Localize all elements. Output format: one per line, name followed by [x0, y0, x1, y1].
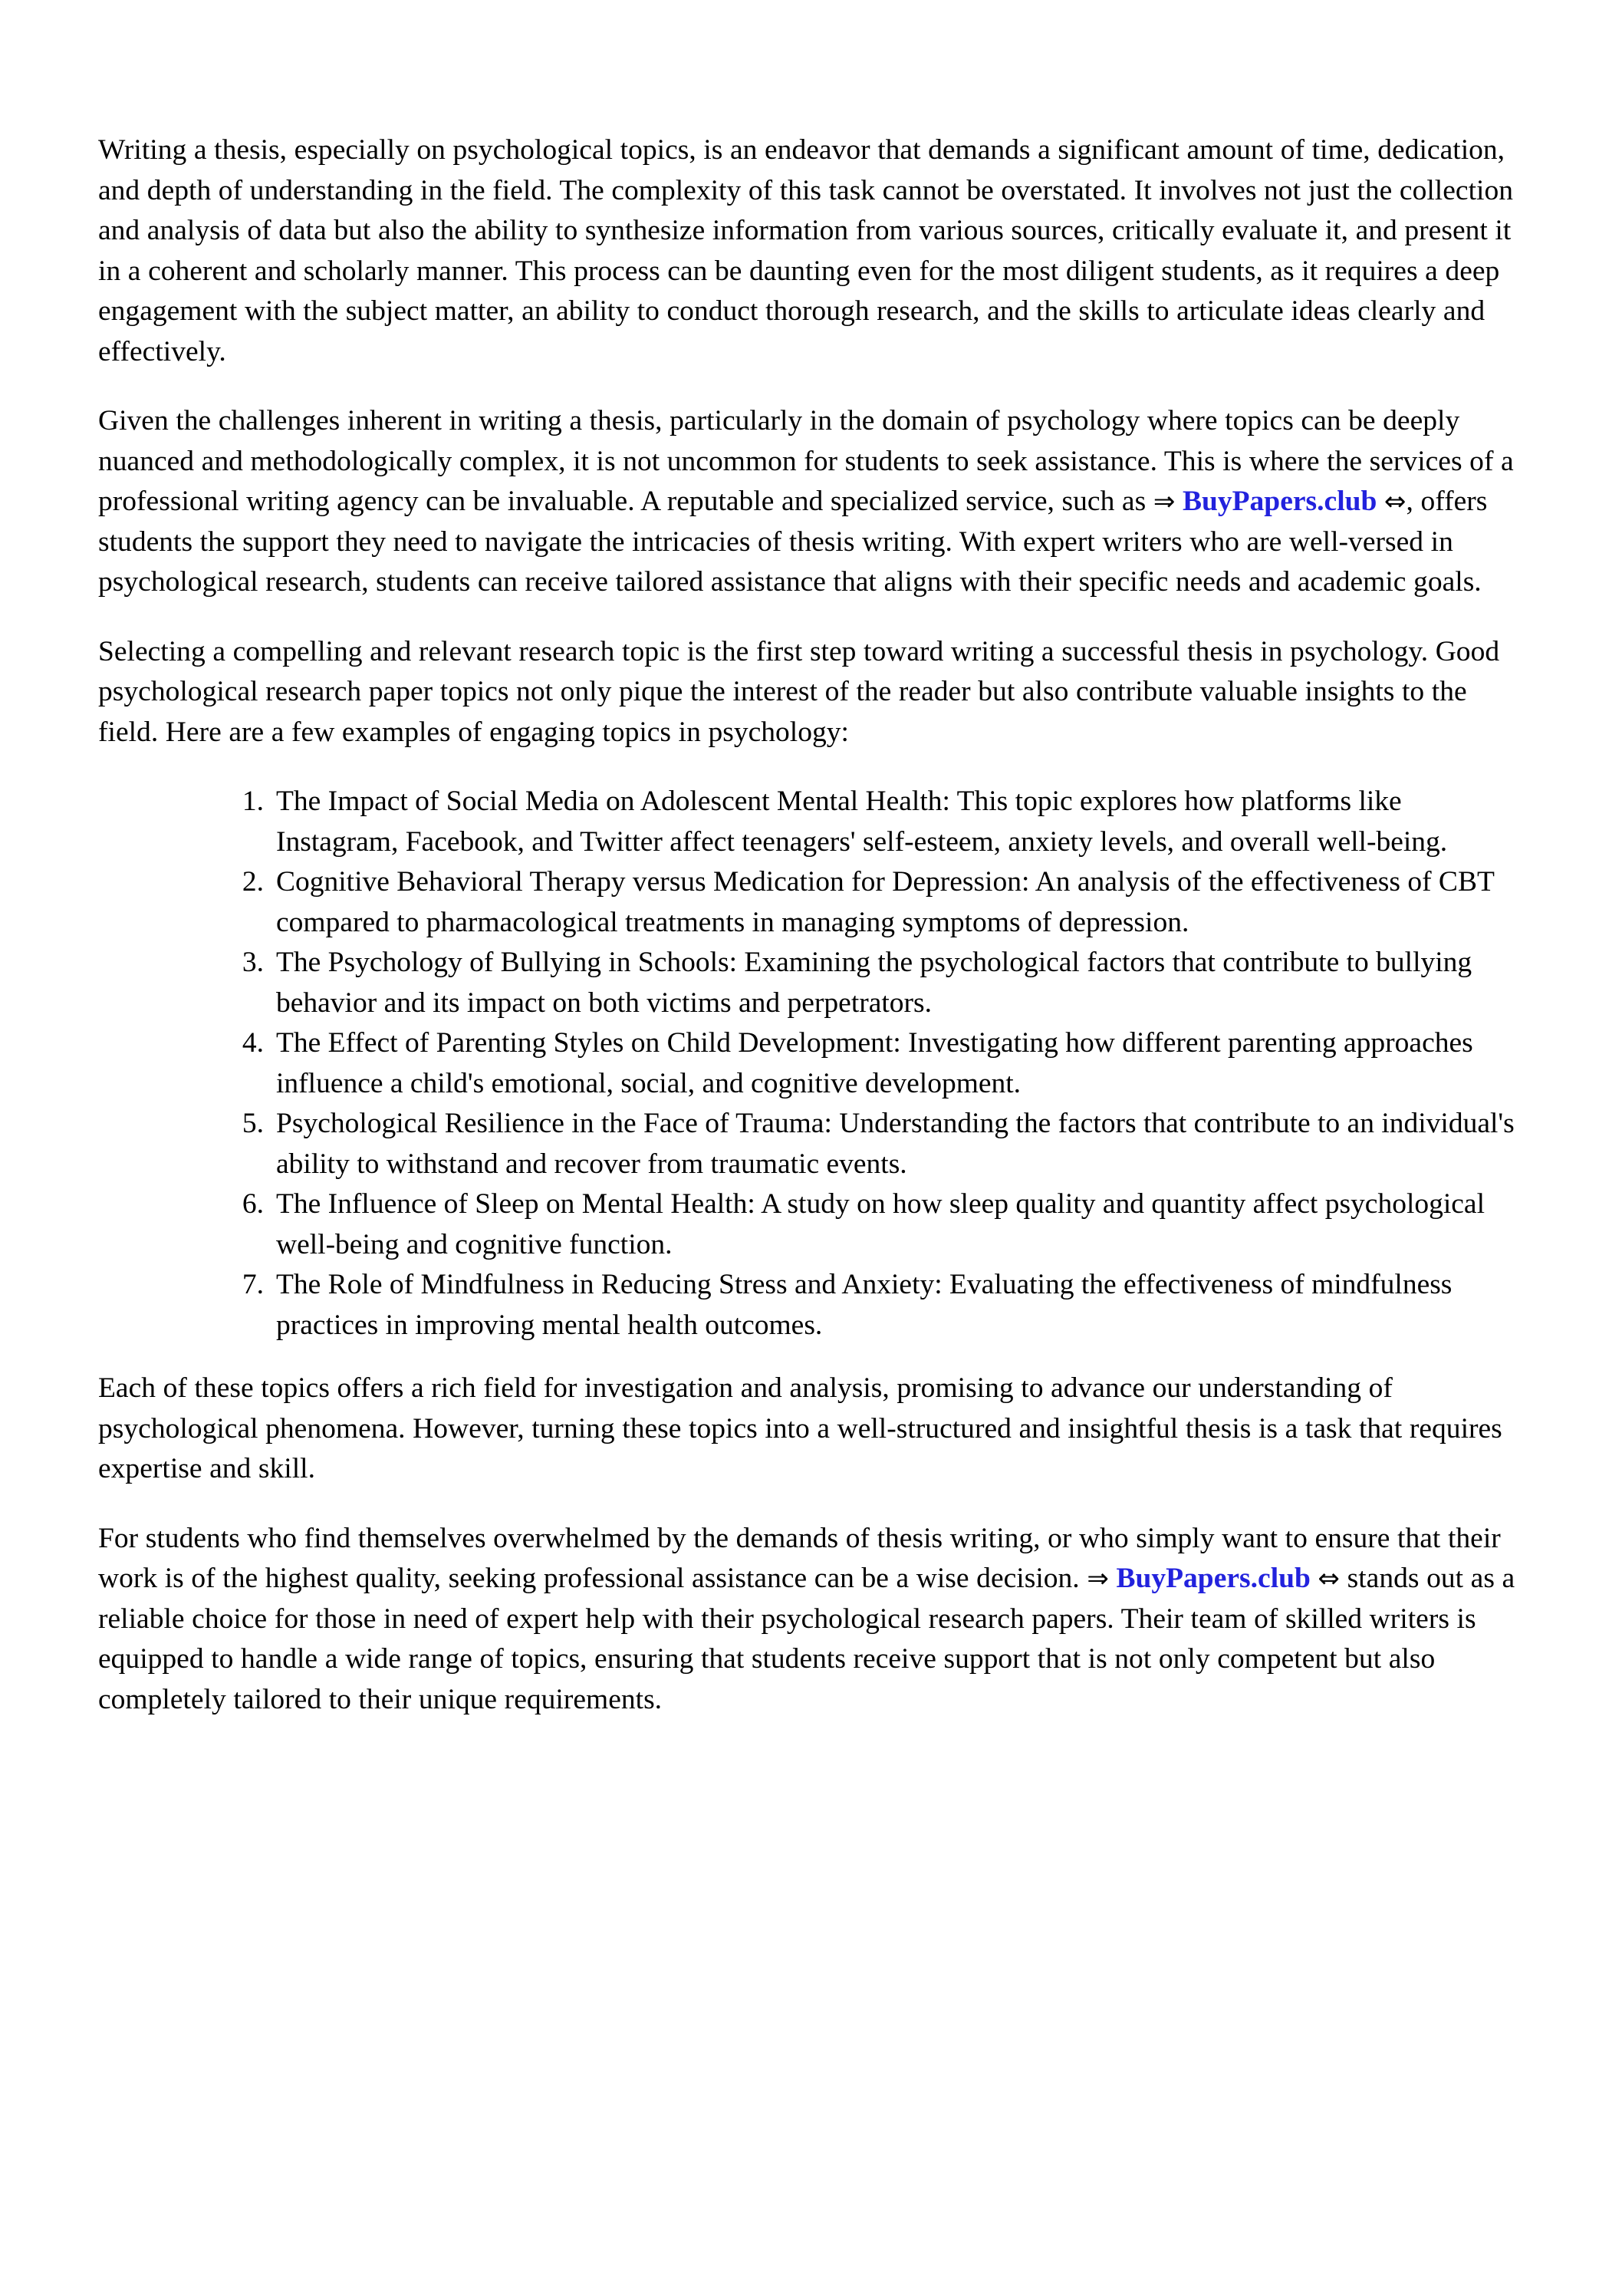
- buypapers-link-1[interactable]: BuyPapers.club: [1182, 486, 1377, 517]
- buypapers-link-2[interactable]: BuyPapers.club: [1116, 1563, 1311, 1594]
- paragraph-2-text-before-link: Given the challenges inherent in writing a thesis, particularly in the domain of psychology where topics can be deeply nuanced and methodologically complex, it is not uncommon for students to seek assistance. This is where the services of a professional writing agency can be invaluable. A reputable and specialized service, such as: [98, 405, 1514, 517]
- paragraph-1: Writing a thesis, especially on psychological topics, is an endeavor that demands a significant amount of time, dedication, and depth of understanding in the field. The complexity of this task cannot be overstated. It involves not just the collection and analysis of data but also the ability to synthesize information from various sources, critically evaluate it, and present it in a coherent and scholarly manner. This process can be daunting even for the most diligent students, as it requires a deep engagement with the subject matter, an ability to conduct thorough research, and the skills to articulate ideas clearly and effectively.: [98, 134, 1513, 367]
- paragraph-5: [98, 1519, 1529, 1721]
- list-item: The Influence of Sleep on Mental Health: A study on how sleep quality and quantity affect psychological well-being and cognitive function.: [276, 1188, 1485, 1260]
- paragraph-4: Each of these topics offers a rich field for investigation and analysis, promising to advance our understanding of psychological phenomena. However, turning these topics into a well-structured and insightful thesis is a task that requires expertise and skill.: [98, 1372, 1502, 1484]
- list-item: Cognitive Behavioral Therapy versus Medication for Depression: An analysis of the effectiveness of CBT compared to pharmacological treatments in managing symptoms of depression.: [276, 866, 1495, 938]
- double-right-arrow-icon: ⇒: [1087, 1563, 1109, 1594]
- paragraph-5-text-before-link: For students who find themselves overwhelmed by the demands of thesis writing, or who simply want to ensure that their work is of the highest quality, seeking professional assistance can be a wise decision.: [98, 1522, 1501, 1594]
- topic-list: [98, 782, 1529, 1346]
- list-item: The Effect of Parenting Styles on Child Development: Investigating how different parenting approaches influence a child's emotional, social, and cognitive development.: [276, 1027, 1473, 1099]
- double-left-right-arrow-icon: ⇔: [1318, 1563, 1341, 1594]
- list-item: The Role of Mindfulness in Reducing Stress and Anxiety: Evaluating the effectiveness of mindfulness practices in improving mental health outcomes.: [276, 1269, 1453, 1341]
- paragraph-5-text-after-link: stands out as a reliable choice for those in need of expert help with their psychological research papers. Their team of skilled writers is equipped to handle a wide range of topics, ensuring that students receive support that is not only competent but also completely tailored to their unique requirements.: [98, 1563, 1515, 1715]
- brand-link-group-1[interactable]: [1153, 486, 1407, 517]
- list-item: The Impact of Social Media on Adolescent Mental Health: This topic explores how platforms like Instagram, Facebook, and Twitter affect teenagers' self-esteem, anxiety levels, and overall well-being.: [276, 786, 1448, 858]
- list-item: The Psychology of Bullying in Schools: Examining the psychological factors that contribute to bullying behavior and its impact on both victims and perpetrators.: [276, 947, 1472, 1019]
- brand-link-group-2[interactable]: [1087, 1563, 1340, 1594]
- list-item: Psychological Resilience in the Face of Trauma: Understanding the factors that contribute to an individual's ability to withstand and recover from traumatic events.: [276, 1108, 1515, 1180]
- document-body: [98, 130, 1529, 1749]
- paragraph-3: Selecting a compelling and relevant research topic is the first step toward writing a successful thesis in psychology. Good psychological research paper topics not only pique the interest of the reader but also contribute valuable insights to the field. Here are a few examples of engaging topics in psychology:: [98, 635, 1500, 748]
- paragraph-2: [98, 401, 1529, 603]
- paragraph-2-text-after-link: , offers students the support they need to navigate the intricacies of thesis writing. With expert writers who are well-versed in psychological research, students can receive tailored assistance that aligns with their specific needs and academic goals.: [98, 486, 1488, 598]
- double-right-arrow-icon: ⇒: [1153, 486, 1176, 517]
- double-left-right-arrow-icon: ⇔: [1384, 486, 1407, 517]
